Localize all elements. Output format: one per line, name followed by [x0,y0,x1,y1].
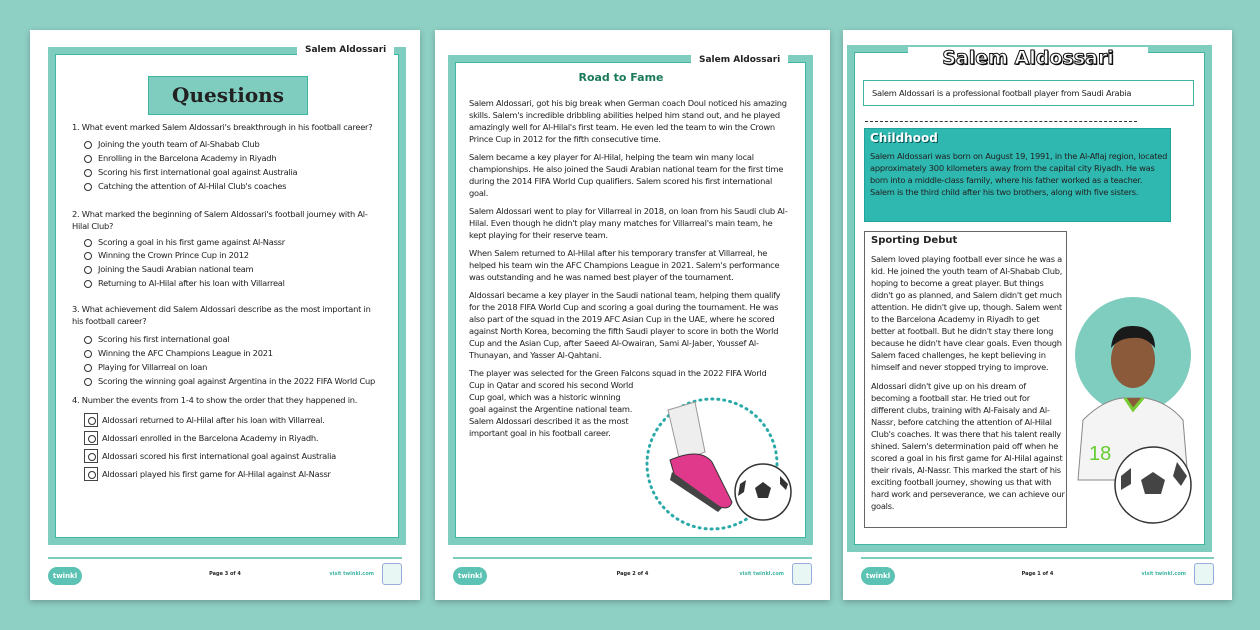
twinkl-logo: twinkl [453,567,487,585]
childhood-title: Childhood [870,131,938,145]
page-number: Page 3 of 4 [209,571,241,577]
question-3: 3. What achievement did Salem Aldossari describe as the most important in his football career? [72,304,371,326]
paragraph: Salem became a key player for Al-Hilal, helping the team win many local championships. He also joined the Saudi Arabian national team for the first time during the 2014 FIFA World Cup qualifiers. Salem scored his first international goal. [469,152,784,198]
page-number: Page 1 of 4 [1021,571,1054,577]
player-illustration [1073,290,1213,530]
order-item: Aldossari returned to Al-Hilal after his loan with Villarreal. [102,415,325,425]
order-item: Aldossari scored his first international goal against Australia [102,451,336,461]
question-4: 4. Number the events from 1-4 to show the order that they happened in. [72,395,358,405]
paragraph: Salem Aldossari went to play for Villarreal in 2018, on loan from his Saudi club Al-Hilal. Even though he didn't play many matches for Villarreal's main team, he kept playing for their reserve team. [469,206,788,240]
dashed-divider [865,121,1137,122]
option[interactable]: Scoring his first international goal [98,334,230,344]
paragraph: Cup in Qatar and scored his second World Cup goal, which was a historic winning goal against the Argentine national team. Salem Aldossari described it as the most important goal in his football career. [469,380,634,438]
header-name: Salem Aldossari [691,54,788,66]
footer [453,557,812,597]
question-2: 2. What marked the beginning of Salem Aldossari's football journey with Al-Hilal Club? [72,209,368,231]
question-1: 1. What event marked Salem Aldossari's breakthrough in his football career? [72,122,373,132]
page-questions [30,30,420,600]
footer [48,557,402,597]
paragraph: When Salem returned to Al-Hilal after his temporary transfer at Villarreal, he helped his team win the AFC Champions League in 2021. Salem's performance was outstanding and he was named best player of the tournament. [469,248,780,282]
twinkl-logo: twinkl [48,567,82,585]
option[interactable]: Scoring a goal in his first game against Al-Nassr [98,237,285,247]
page-road-to-fame [435,30,830,600]
option[interactable]: Catching the attention of Al-Hilal Club's coaches [98,181,287,191]
option[interactable]: Scoring the winning goal against Argentina in the 2022 FIFA World Cup [98,376,376,386]
visit-link[interactable]: visit twinkl.com [329,571,374,577]
footer [861,557,1214,597]
visit-link[interactable]: visit twinkl.com [1141,571,1186,577]
paragraph: Salem Aldossari, got his big break when German coach Doul noticed his amazing skills. Salem's incredible dribbling abilities helped him stand out, and he played amazingly well for Al-Hilal's first team. He even led the team to win the Crown Prince Cup in 2012 for the fifth consecutive time. [469,98,787,144]
quality-badge-icon [1194,563,1214,585]
sporting-debut-text: Salem loved playing football ever since he was a kid. He joined the youth team of Al-Shabab Club, hoping to become a great player. But things didn't go as planned, and Salem didn't get much attention. He didn't give up, though. Salem went to the Barcelona Academy in Riyadh to get better at football. But he didn't stay there long because he didn't have clear goals. Even though Salem faced challenges, he kept believing in himself and never stopped trying to improve. [871,254,1063,372]
option[interactable]: Winning the AFC Champions League in 2021 [98,348,273,358]
shirt-number: 18 [1089,443,1112,465]
sporting-debut-title: Sporting Debut [871,235,958,246]
page-number: Page 2 of 4 [616,571,649,577]
order-item: Aldossari enrolled in the Barcelona Academy in Riyadh. [102,433,319,443]
questions-title: Questions [148,76,308,115]
option[interactable]: Returning to Al-Hilal after his loan with Villarreal [98,278,285,288]
sporting-debut-text: Aldossari didn't give up on his dream of becoming a football star. He tried out for different clubs, training with Al-Faisaly and Al-Nassr, before catching the attention of Al-Hilal Club's coaches. It was there that his talent really shined. Salem's determination paid off when he scored a goal in his first game for Al-Hilal against their rivals, Al-Nassr. This marked the start of his exciting football journey, showing us that with hard work and perseverance, we can achieve our goals. [871,381,1065,511]
childhood-text: Salem Aldossari was born on August 19, 1991, in the Al-Aflaj region, located approximately 300 kilometers away from the capital city Riyadh. He was born into a middle-class family, where his father worked as a teacher. Salem is the third child after his two brothers, along with five sisters. [870,151,1168,197]
football-boot-illustration [640,392,800,532]
option[interactable]: Joining the Saudi Arabian national team [98,264,254,274]
page-biography [843,30,1232,600]
road-title: Road to Fame [578,71,664,84]
paragraph: The player was selected for the Green Falcons squad in the 2022 FIFA World [469,368,767,378]
option[interactable]: Playing for Villarreal on loan [98,362,208,372]
header-name: Salem Aldossari [297,44,394,56]
option[interactable]: Scoring his first international goal against Australia [98,167,298,177]
visit-link[interactable]: visit twinkl.com [739,571,784,577]
twinkl-logo: twinkl [861,567,895,585]
paragraph: Aldossari became a key player in the Saudi national team, helping them qualify for the 2018 FIFA World Cup and scoring a goal during the tournament. He was also part of the squad in the 2019 AFC Asian Cup in the UAE, where he scored against North Korea, becoming the fifth Saudi player to score in both the World Cup and the Asian Cup, after Saeed Al-Owairan, Sami Al-Jaber, Youssef Al-Thunayan, and Yasser Al-Qahtani. [469,290,781,360]
quality-badge-icon [382,563,402,585]
bio-title: Salem Aldossari [908,47,1148,69]
quality-badge-icon [792,563,812,585]
option[interactable]: Enrolling in the Barcelona Academy in Riyadh [98,153,277,163]
option[interactable]: Joining the youth team of Al-Shabab Club [98,139,260,149]
order-item: Aldossari played his first game for Al-Hilal against Al-Nassr [102,469,331,479]
option[interactable]: Winning the Crown Prince Cup in 2012 [98,250,249,260]
intro-box: Salem Aldossari is a professional football player from Saudi Arabia [863,80,1194,106]
